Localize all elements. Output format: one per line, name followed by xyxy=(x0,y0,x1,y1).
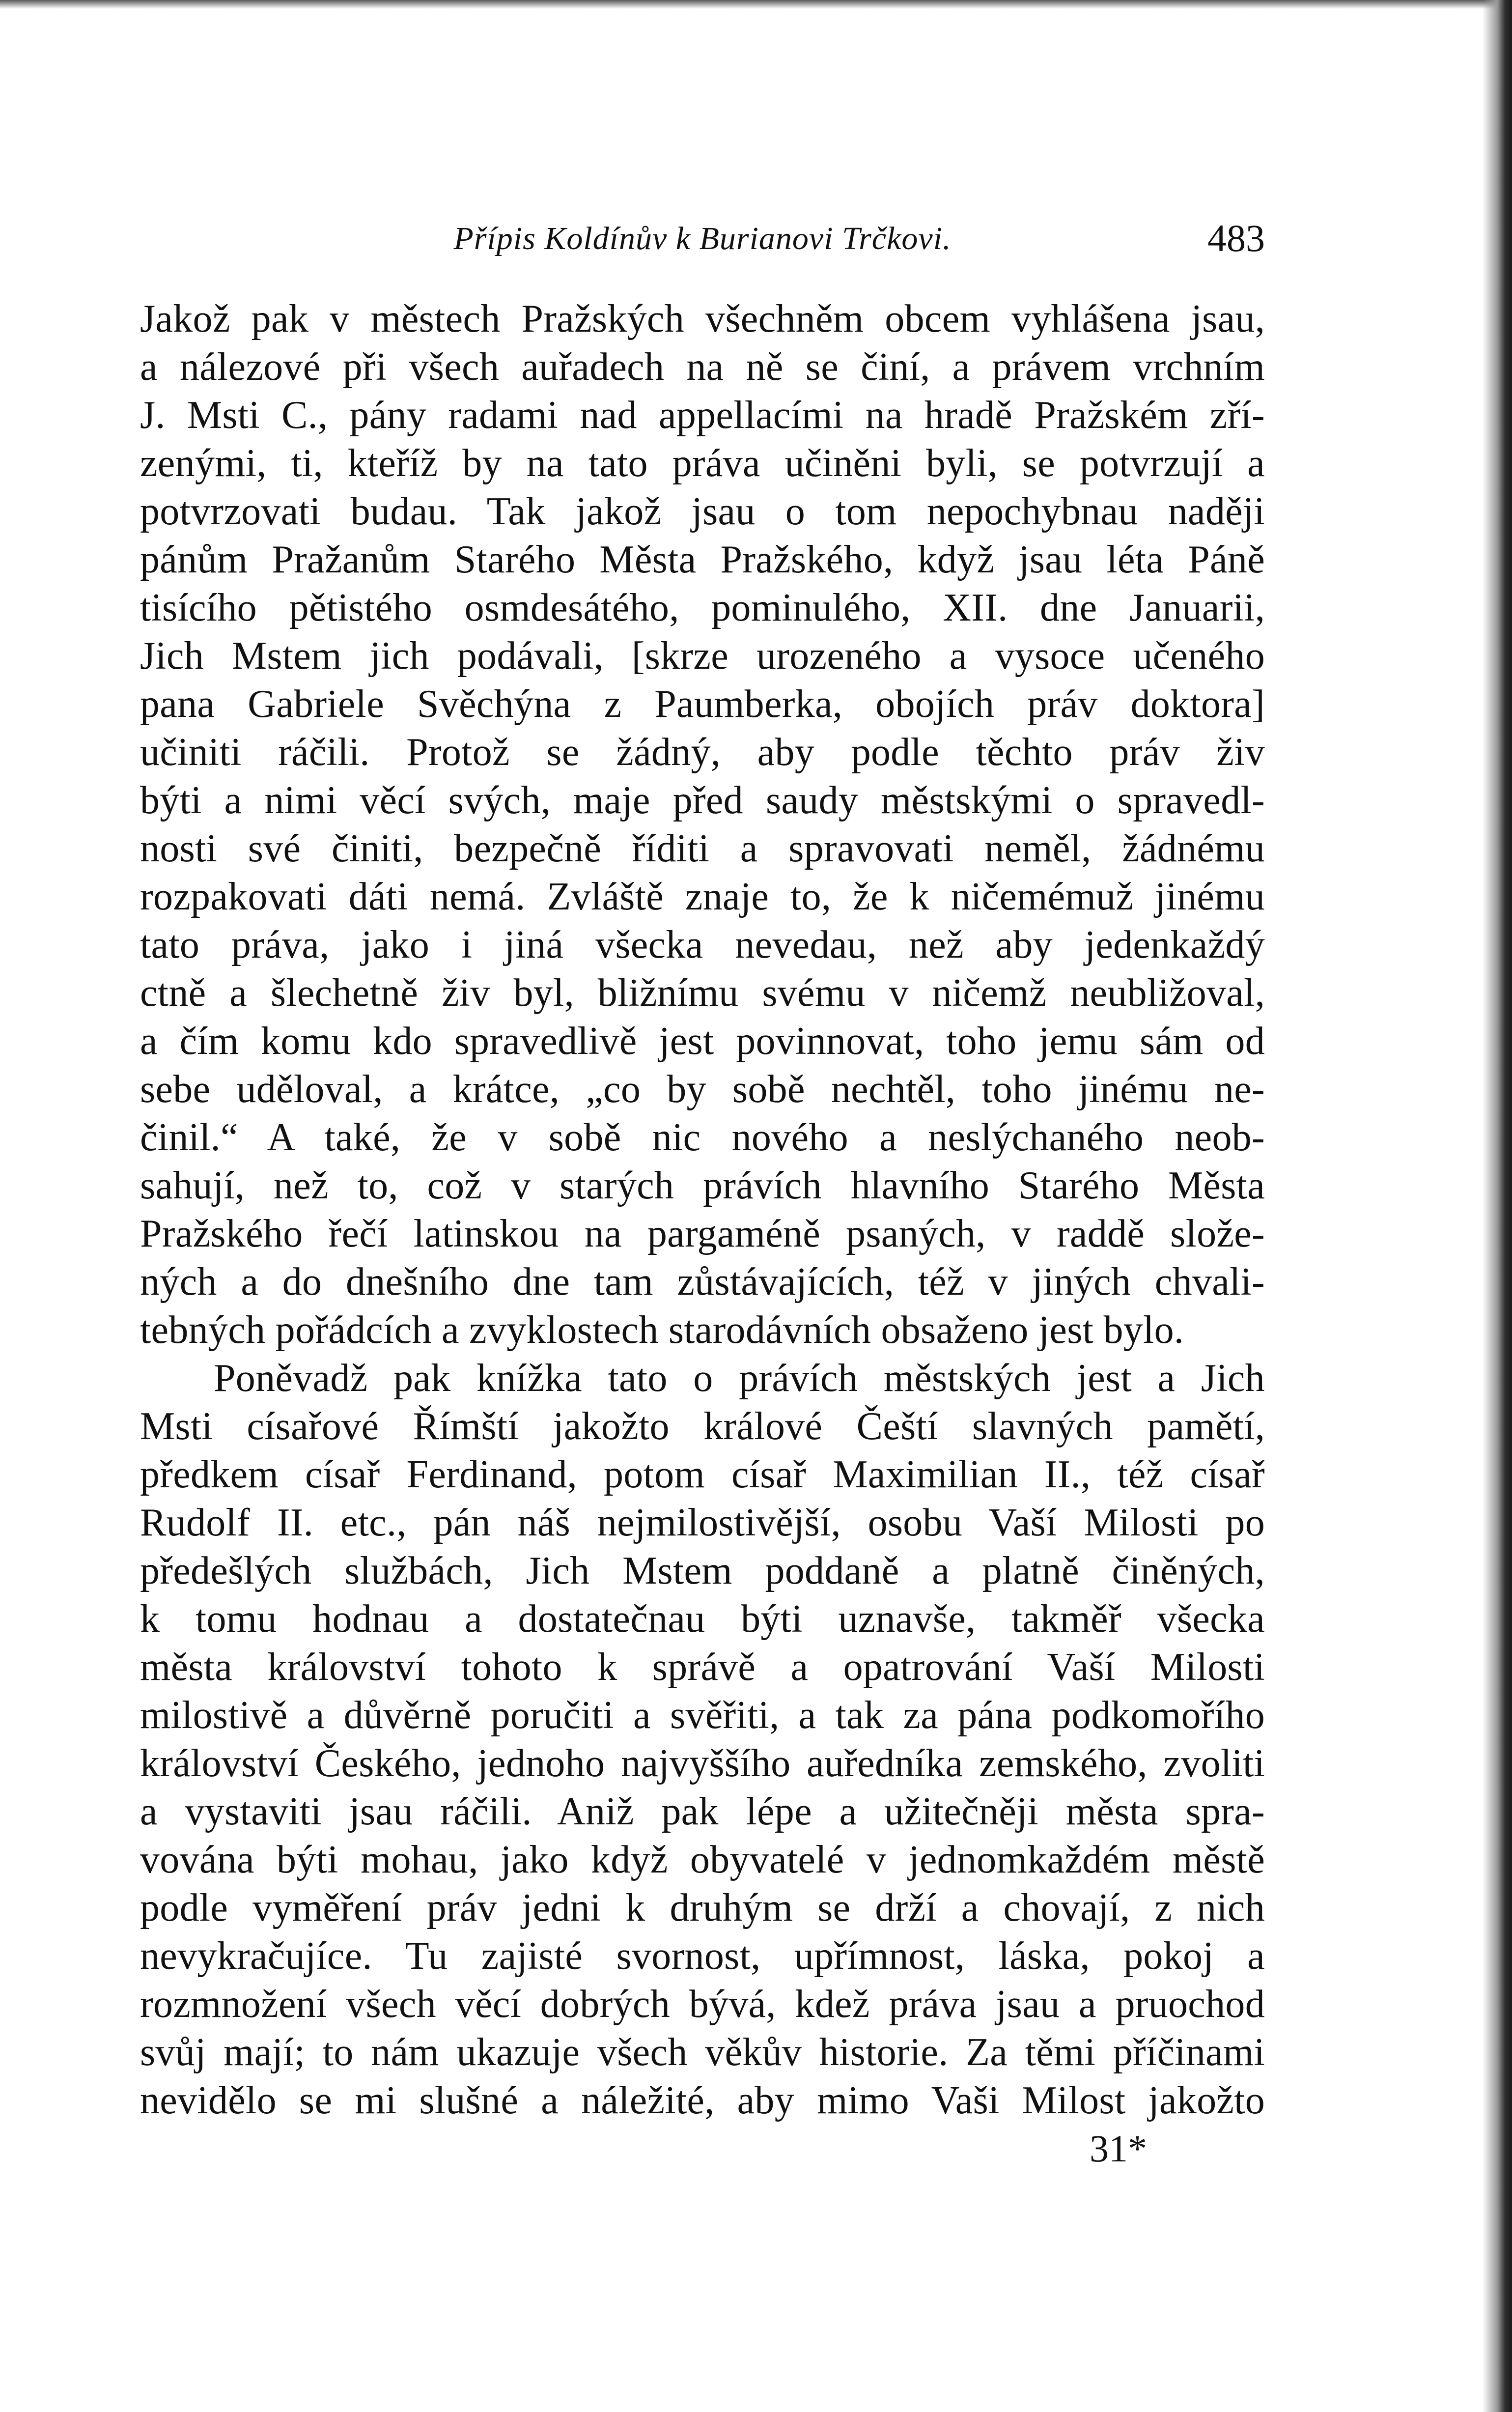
text-line: sahují, než to, což v starých právích hlavního Starého Města xyxy=(140,1164,1265,1207)
text-line: Rudolf II. etc., pán náš nejmilostivější, osobu Vaší Milosti po xyxy=(140,1501,1265,1544)
text-line: nosti své činiti, bezpečně říditi a spravovati neměl, žádnému xyxy=(140,827,1265,870)
text-line: pánům Pražanům Starého Města Pražského, když jsau léta Páně xyxy=(140,538,1265,581)
text-line: k tomu hodnau a dostatečnau býti uznavše, takměř všecka xyxy=(140,1597,1265,1641)
text-line: Jich Mstem jich podávali, [skrze urozeného a vysoce učeného xyxy=(140,634,1265,678)
book-page xyxy=(140,211,1265,2173)
text-line: a vystaviti jsau ráčili. Aniž pak lépe a užitečněji města spra- xyxy=(140,1790,1265,1833)
running-title: Přípis Koldínův k Burianovi Trčkovi. xyxy=(453,221,952,256)
text-line: sebe uděloval, a krátce, „co by sobě nechtěl, toho jinému ne- xyxy=(140,1068,1265,1111)
text-line: ných a do dnešního dne tam zůstávajících, též v jiných chvali- xyxy=(140,1260,1265,1304)
text-line: podle vyměření práv jedni k druhým se drží a chovají, z nich xyxy=(140,1886,1265,1930)
body-text xyxy=(140,295,1265,2125)
text-line: předkem císař Ferdinand, potom císař Maximilian II., též císař xyxy=(140,1453,1265,1496)
text-line: zenými, ti, kteříž by na tato práva učiněni byli, se potvrzují a xyxy=(140,442,1265,485)
text-line: činil.“ A také, že v sobě nic nového a neslýchaného neob- xyxy=(140,1116,1265,1159)
text-line: svůj mají; to nám ukazuje všech věkův historie. Za těmi příčinami xyxy=(140,2031,1265,2074)
signature-mark: 31* xyxy=(1090,2127,1147,2170)
paragraph-first-line: Poněvadž pak knížka tato o právích městských jest a Jich xyxy=(214,1357,1265,1400)
scan-shadow-top xyxy=(0,0,1512,9)
text-line: království Českého, jednoho najvyššího auředníka zemského, zvoliti xyxy=(140,1742,1265,1785)
text-line: vována býti mohau, jako když obyvatelé v jednomkaždém městě xyxy=(140,1838,1265,1881)
scan-shadow-right xyxy=(1483,0,1512,2412)
text-line: J. Msti C., pány radami nad appellacími na hradě Pražském zří- xyxy=(140,394,1265,437)
text-line: učiniti ráčili. Protož se žádný, aby podle těchto práv živ xyxy=(140,731,1265,774)
text-line: potvrzovati budau. Tak jakož jsau o tom nepochybnau naději xyxy=(140,490,1265,533)
text-line: Pražského řečí latinskou na pargaméně psaných, v raddě slože- xyxy=(140,1212,1265,1255)
text-line: býti a nimi věcí svých, maje před saudy městskými o spravedl- xyxy=(140,779,1265,822)
running-head xyxy=(140,211,1265,275)
text-line: rozpakovati dáti nemá. Zvláště znaje to, že k ničemémuž jinému xyxy=(140,875,1265,918)
text-line: Jakož pak v městech Pražských všechněm obcem vyhlášena jsau, xyxy=(140,297,1265,341)
text-line: ctně a šlechetně živ byl, bližnímu svému v ničemž neubližoval, xyxy=(140,971,1265,1015)
text-line: a nálezové při všech auřadech na ně se činí, a právem vrchním xyxy=(140,345,1265,389)
text-line: a čím komu kdo spravedlivě jest povinnovat, toho jemu sám od xyxy=(140,1020,1265,1063)
text-line: Msti císařové Římští jakožto králové Čeští slavných pamětí, xyxy=(140,1405,1265,1448)
paragraph-last-line: tebných pořádcích a zvyklostech starodávních obsaženo jest bylo. xyxy=(140,1308,1184,1352)
text-line: města království tohoto k správě a opatrování Vaší Milosti xyxy=(140,1646,1265,1689)
text-line: tato práva, jako i jiná všecka nevedau, než aby jedenkaždý xyxy=(140,923,1265,966)
text-line: milostivě a důvěrně poručiti a svěřiti, a tak za pána podkomořího xyxy=(140,1694,1265,1737)
text-line: předešlých službách, Jich Mstem poddaně a platně činěných, xyxy=(140,1549,1265,1592)
text-line: nevidělo se mi slušné a náležité, aby mimo Vaši Milost jakožto xyxy=(140,2079,1265,2122)
text-line: rozmnožení všech věcí dobrých bývá, kdež práva jsau a pruochod xyxy=(140,1983,1265,2026)
page-number: 483 xyxy=(1207,217,1265,259)
text-line: nevykračujíce. Tu zajisté svornost, upřímnost, láska, pokoj a xyxy=(140,1934,1265,1978)
text-line: tisícího pětistého osmdesátého, pominulého, XII. dne Januarii, xyxy=(140,586,1265,629)
text-line: pana Gabriele Svěchýna z Paumberka, obojích práv doktora] xyxy=(140,682,1265,726)
